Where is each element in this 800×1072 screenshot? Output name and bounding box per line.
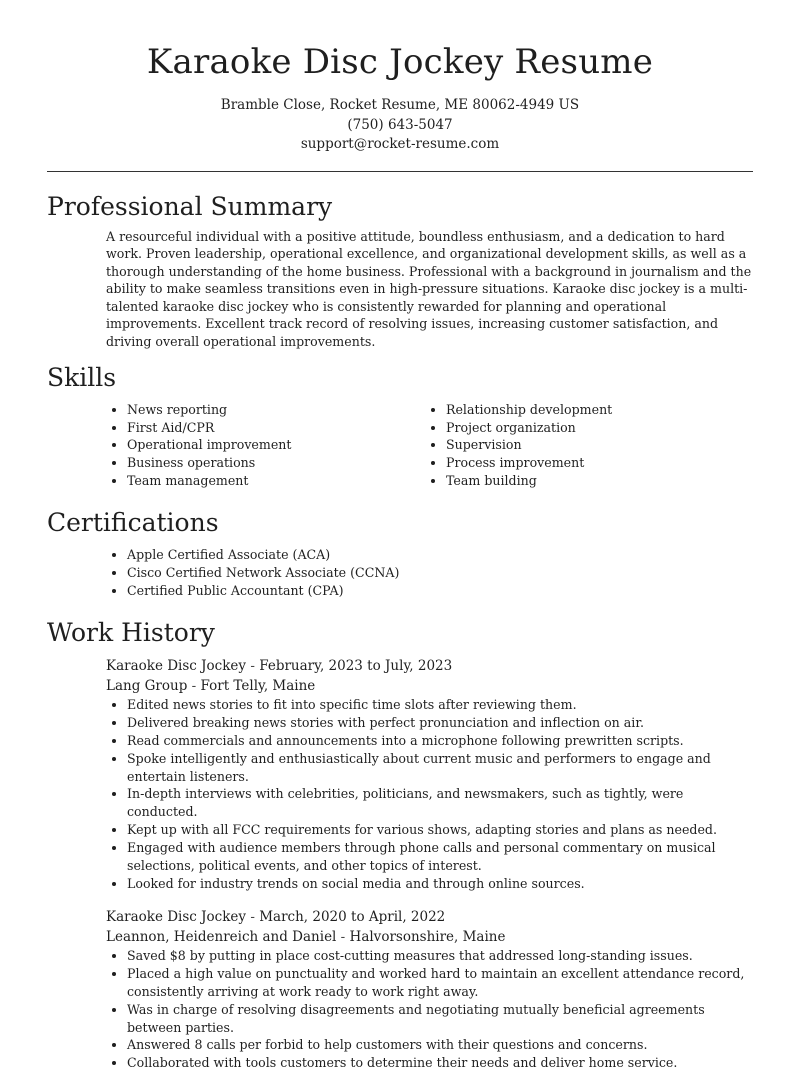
certifications-heading: Certifications — [47, 508, 219, 538]
duty-item: • Collaborated with tools customers to determine their needs and deliver home service. — [127, 1054, 753, 1072]
skill-item: • Operational improvement — [127, 436, 425, 454]
job-entry — [106, 907, 753, 1072]
skill-item: • Process improvement — [446, 454, 744, 472]
certifications-list — [106, 546, 753, 600]
skills-list-right — [425, 401, 744, 491]
job-company-line: Leannon, Heidenreich and Daniel - Halvorsonshire, Maine — [106, 928, 506, 945]
duty-item: • Placed a high value on punctuality and worked hard to maintain an excellent attendance record, consistently arriving at work ready to work right away. — [127, 965, 753, 1001]
skills-heading: Skills — [47, 362, 117, 392]
skill-item: • Business operations — [127, 454, 425, 472]
address-text: Bramble Close, Rocket Resume, ME 80062-4949 US — [220, 97, 580, 113]
skill-item: • Team building — [446, 472, 744, 490]
job-entry — [106, 656, 753, 893]
resume-header — [0, 0, 800, 155]
work-history-heading: Work History — [47, 617, 215, 647]
duty-item: • Spoke intelligently and enthusiastically about current music and performers to engage and entertain listeners. — [127, 750, 753, 786]
job-duties-list — [106, 696, 753, 893]
duty-item: • Engaged with audience members through phone calls and personal commentary on musical selections, political events, and other topics of interest. — [127, 839, 753, 875]
phone-text: (750) 643-5047 — [347, 116, 453, 133]
job-role: Karaoke Disc Jockey — [106, 657, 247, 674]
skill-item: • First Aid/CPR — [127, 419, 425, 437]
job-dates: March, 2020 to April, 2022 — [259, 908, 446, 925]
job-location: Halvorsonshire, Maine — [349, 928, 506, 945]
job-title-line: Karaoke Disc Jockey - March, 2020 to April, 2022 — [106, 908, 446, 925]
duty-item: • Edited news stories to fit into specific time slots after reviewing them. — [127, 696, 753, 714]
job-location: Fort Telly, Maine — [200, 677, 316, 694]
email-text: support@rocket-resume.com — [300, 136, 500, 152]
certification-item: • Certified Public Accountant (CPA) — [127, 582, 753, 600]
certification-item: • Apple Certified Associate (ACA) — [127, 546, 753, 564]
skill-item: • Supervision — [446, 436, 744, 454]
skill-item: • News reporting — [127, 401, 425, 419]
skills-list-left — [106, 401, 425, 491]
duty-item: • Read commercials and announcements into a microphone following prewritten scripts. — [127, 732, 753, 750]
duty-item: • Looked for industry trends on social media and through online sources. — [127, 875, 753, 893]
contact-block — [0, 96, 800, 155]
summary-section — [47, 190, 753, 351]
duty-item: • Delivered breaking news stories with perfect pronunciation and inflection on air. — [127, 714, 753, 732]
certification-item: • Cisco Certified Network Associate (CCNA) — [127, 564, 753, 582]
resume-title: Karaoke Disc Jockey Resume — [146, 42, 654, 82]
duty-item: • Was in charge of resolving disagreements and negotiating mutually beneficial agreements between parties. — [127, 1001, 753, 1037]
duty-item: • Answered 8 calls per forbid to help customers with their questions and concerns. — [127, 1036, 753, 1054]
job-title-line: Karaoke Disc Jockey - February, 2023 to July, 2023 — [106, 657, 453, 674]
skill-item: • Team management — [127, 472, 425, 490]
work-history-section — [47, 616, 753, 1072]
skills-column-left — [106, 401, 425, 491]
job-company-line: Lang Group - Fort Telly, Maine — [106, 677, 316, 694]
certifications-block — [106, 546, 753, 600]
skill-item: • Project organization — [446, 419, 744, 437]
summary-heading: Professional Summary — [47, 191, 333, 221]
job-company: Leannon, Heidenreich and Daniel — [106, 928, 337, 945]
skills-section — [47, 361, 753, 491]
skills-column-right — [425, 401, 744, 491]
summary-paragraph: A resourceful individual with a positive attitude, boundless enthusiasm, and a dedication to hard work. Proven leadership, operational excellence, and organizational development skills, as well as a thorough understanding of the home business. Professional with a background in journalism and the ability to make seamless transitions even in high-pressure situations. Karaoke disc jockey is a multi-talented karaoke disc jockey who is consistently rewarded for planning and operational improvements. Excellent track record of resolving issues, increasing customer satisfaction, and driving overall operational improvements. — [106, 228, 752, 350]
job-company: Lang Group — [106, 677, 188, 694]
header-divider — [47, 171, 753, 172]
duty-item: • In-depth interviews with celebrities, politicians, and newsmakers, such as tightly, were conducted. — [127, 785, 753, 821]
certifications-section — [47, 506, 753, 600]
job-duties-list — [106, 947, 753, 1072]
job-dates: February, 2023 to July, 2023 — [259, 657, 453, 674]
skills-grid — [106, 401, 753, 491]
skill-item: • Relationship development — [446, 401, 744, 419]
job-role: Karaoke Disc Jockey — [106, 908, 247, 925]
duty-item: • Kept up with all FCC requirements for various shows, adapting stories and plans as needed. — [127, 821, 753, 839]
duty-item: • Saved $8 by putting in place cost-cutting measures that addressed long-standing issues. — [127, 947, 753, 965]
